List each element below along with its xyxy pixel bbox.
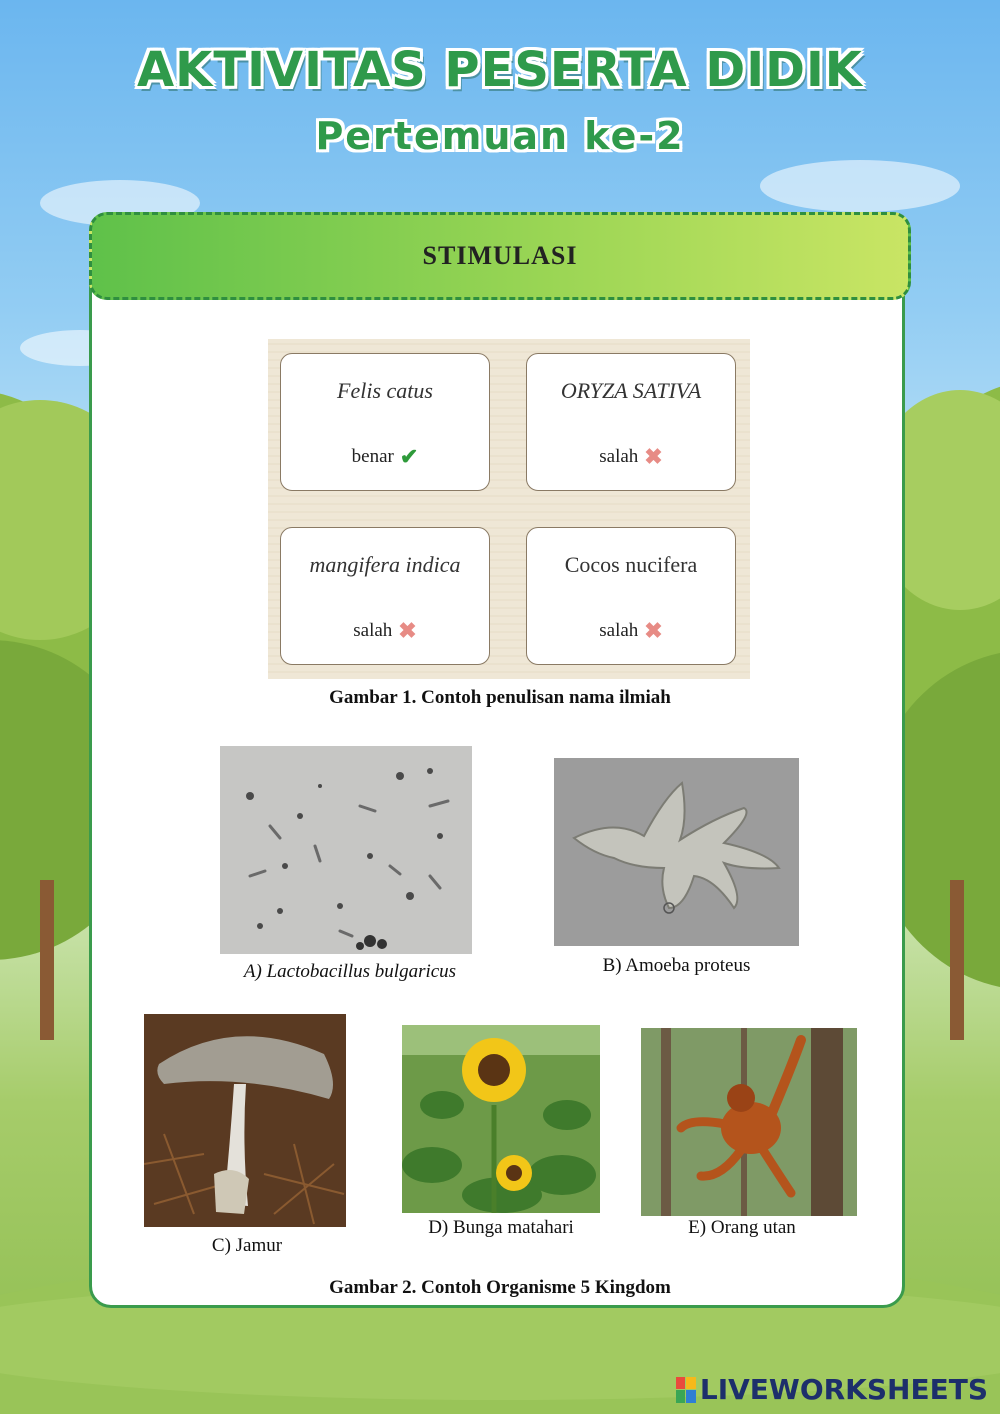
page-subtitle: Pertemuan ke-2 bbox=[315, 114, 685, 158]
cross-icon: ✖ bbox=[644, 618, 663, 643]
organism-label: C) Jamur bbox=[211, 1235, 283, 1256]
scientific-name: Felis catus bbox=[337, 378, 433, 403]
example-card bbox=[280, 353, 490, 491]
cross-icon: ✖ bbox=[644, 444, 663, 469]
verdict bbox=[527, 618, 735, 644]
verdict-text: salah bbox=[599, 446, 639, 467]
scientific-name-panel bbox=[268, 339, 750, 679]
section-title: STIMULASI bbox=[422, 241, 578, 270]
example-card bbox=[280, 527, 490, 665]
stimulasi-card bbox=[89, 212, 905, 1308]
scientific-name: ORYZA SATIVA bbox=[560, 378, 702, 403]
verdict bbox=[281, 444, 489, 470]
lactobacillus-image bbox=[220, 746, 472, 954]
liveworksheets-logo[interactable] bbox=[676, 1373, 988, 1406]
example-card bbox=[526, 527, 736, 665]
organism-label: A) Lactobacillus bulgaricus bbox=[243, 961, 457, 982]
verdict bbox=[527, 444, 735, 470]
scientific-name: mangifera indica bbox=[309, 552, 461, 577]
organism-label: E) Orang utan bbox=[688, 1217, 796, 1238]
organism-label: B) Amoeba proteus bbox=[602, 955, 751, 976]
scientific-name: Cocos nucifera bbox=[564, 552, 698, 577]
brand-name: LIVEWORKSHEETS bbox=[699, 1373, 988, 1406]
check-icon: ✔ bbox=[399, 444, 419, 469]
amoeba-image bbox=[554, 758, 799, 946]
example-card bbox=[526, 353, 736, 491]
organism-label: D) Bunga matahari bbox=[428, 1217, 574, 1238]
cross-icon: ✖ bbox=[398, 618, 417, 643]
sunflower-image bbox=[402, 1025, 600, 1213]
card-header bbox=[89, 212, 911, 300]
figure2-caption: Gambar 2. Contoh Organisme 5 Kingdom bbox=[329, 1277, 671, 1298]
page-title: AKTIVITAS PESERTA DIDIK bbox=[136, 42, 863, 98]
orangutan-image bbox=[641, 1028, 857, 1216]
mushroom-image bbox=[144, 1014, 346, 1227]
verdict bbox=[281, 618, 489, 644]
figure1-caption: Gambar 1. Contoh penulisan nama ilmiah bbox=[329, 687, 671, 708]
verdict-text: salah bbox=[353, 620, 393, 641]
liveworksheets-badge-icon bbox=[676, 1377, 696, 1403]
verdict-text: salah bbox=[599, 620, 639, 641]
verdict-text: benar bbox=[351, 446, 394, 467]
